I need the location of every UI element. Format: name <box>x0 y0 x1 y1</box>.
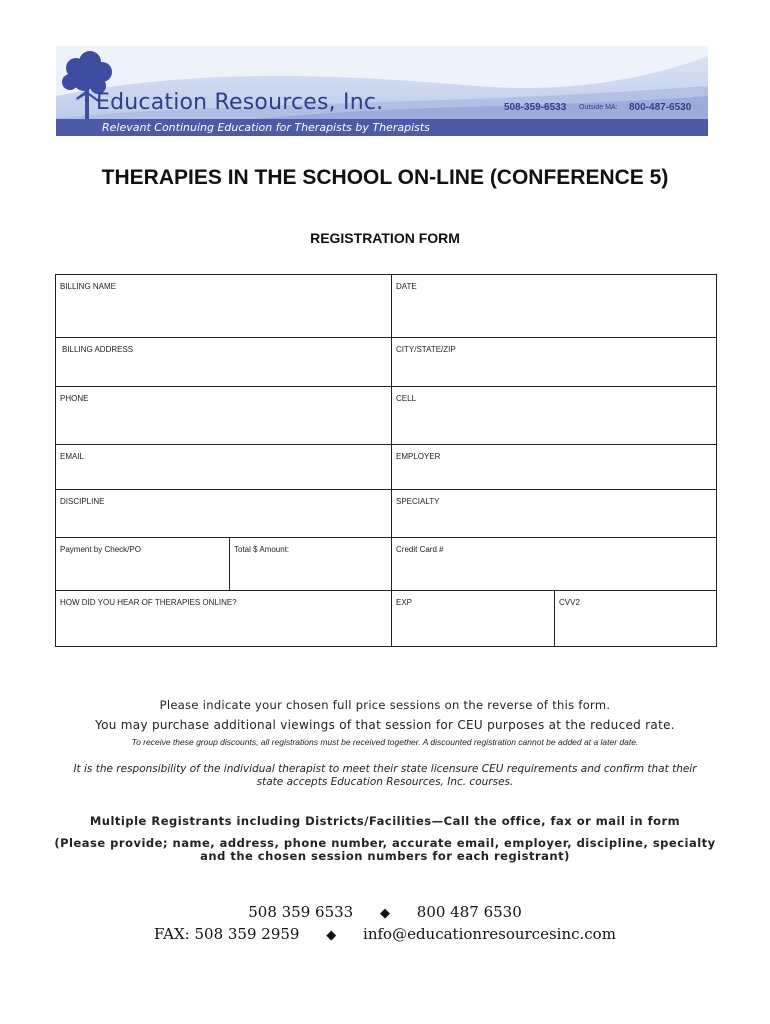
city-state-zip-field[interactable] <box>392 338 716 387</box>
note-please-provide: (Please provide; name, address, phone number, accurate email, employer, discipline, specialty and the chosen session numbers for each registrant) <box>54 836 716 863</box>
payment-field[interactable] <box>56 538 230 591</box>
credit-card-label: Credit Card # <box>396 545 444 554</box>
contact-phones <box>0 903 770 921</box>
email-field[interactable] <box>56 445 392 490</box>
city-state-zip-label: CITY/STATE/ZIP <box>396 345 456 354</box>
tagline: Relevant Continuing Education for Therapists by Therapists <box>102 121 430 134</box>
cell-label: CELL <box>396 394 417 403</box>
exp-label: EXP <box>396 598 413 607</box>
contact-tollfree[interactable]: 800 487 6530 <box>416 903 522 921</box>
total-amount-field[interactable] <box>230 538 392 591</box>
note-multiple-registrants: Multiple Registrants including Districts/Facilities—Call the office, fax or mail in form <box>89 814 681 828</box>
total-amount-label: Total $ Amount: <box>234 545 290 554</box>
contact-email[interactable]: info@educationresourcesinc.com <box>363 925 616 943</box>
cvv-label: CVV2 <box>559 598 580 607</box>
how-heard-field[interactable] <box>56 591 392 646</box>
credit-card-field[interactable] <box>392 538 716 591</box>
how-heard-label: HOW DID YOU HEAR OF THERAPIES ONLINE? <box>60 598 237 607</box>
form-title: REGISTRATION FORM <box>310 230 460 246</box>
note-group-discount: To receive these group discounts, all registrations must be received together. A discounted registration cannot be added at a later date. <box>131 737 639 747</box>
diamond-icon: ◆ <box>380 906 390 921</box>
registration-form <box>55 274 717 647</box>
discipline-field[interactable] <box>56 490 392 538</box>
header-outside-phone: 800-487-6530 <box>629 102 692 113</box>
header-banner <box>56 46 708 136</box>
billing-name-label: BILLING NAME <box>60 282 117 291</box>
billing-address-label: BILLING ADDRESS <box>62 345 134 354</box>
employer-label: EMPLOYER <box>396 452 441 461</box>
specialty-label: SPECIALTY <box>396 497 440 506</box>
payment-label: Payment by Check/PO <box>60 545 141 554</box>
phone-field[interactable] <box>56 387 392 445</box>
phone-label: PHONE <box>60 394 89 403</box>
note-responsibility: It is the responsibility of the individual therapist to meet their state licensure CEU requirements and confirm that their state accepts Education Resources, Inc. courses. <box>73 763 697 788</box>
diamond-icon: ◆ <box>326 928 337 943</box>
cvv-field[interactable] <box>555 591 716 646</box>
exp-field[interactable] <box>392 591 555 646</box>
note-reduced-rate: You may purchase additional viewings of that session for CEU purposes at the reduced rate. <box>95 718 675 732</box>
employer-field[interactable] <box>392 445 716 490</box>
date-label: DATE <box>396 282 417 291</box>
contact-fax-email <box>0 925 770 943</box>
date-field[interactable] <box>392 275 716 338</box>
billing-address-field[interactable] <box>56 338 392 387</box>
tree-logo-icon <box>58 48 120 128</box>
cell-field[interactable] <box>392 387 716 445</box>
contact-phone[interactable]: 508 359 6533 <box>248 903 354 921</box>
discipline-label: DISCIPLINE <box>60 497 105 506</box>
specialty-field[interactable] <box>392 490 716 538</box>
contact-fax: FAX: 508 359 2959 <box>154 925 300 943</box>
email-label: EMAIL <box>60 452 85 461</box>
header-phone: 508-359-6533 <box>504 102 567 113</box>
note-sessions: Please indicate your chosen full price sessions on the reverse of this form. <box>159 698 611 712</box>
outside-label: Outside MA: <box>579 104 618 111</box>
page-title: THERAPIES IN THE SCHOOL ON-LINE (CONFERENCE 5) <box>101 166 669 189</box>
company-name: Education Resources, Inc. <box>96 90 384 115</box>
billing-name-field[interactable] <box>56 275 392 338</box>
